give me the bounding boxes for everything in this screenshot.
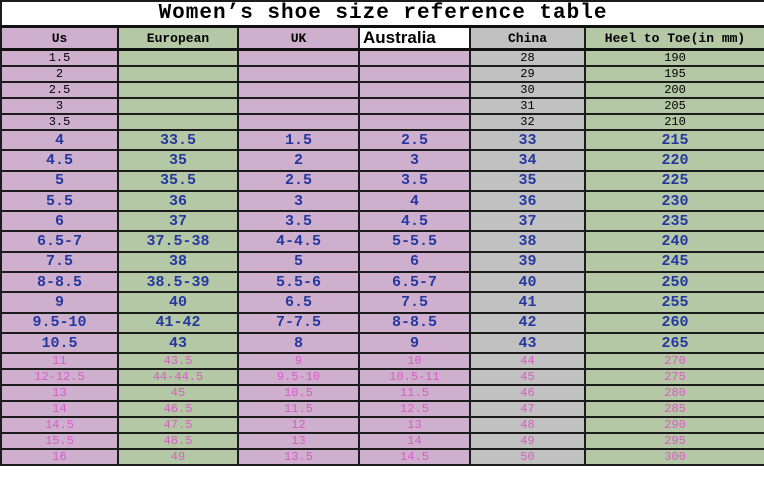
cell-uk: 7-7.5 (238, 313, 359, 333)
cell-european (118, 98, 238, 114)
table-row-large-sizes-magenta (1, 385, 764, 401)
cell-european: 41-42 (118, 313, 238, 333)
cell-australia: 3.5 (359, 171, 470, 191)
cell-china: 32 (470, 114, 585, 130)
cell-australia: 6.5-7 (359, 272, 470, 292)
cell-heel-to-toe-in-mm: 215 (585, 130, 764, 150)
cell-china: 34 (470, 150, 585, 170)
cell-australia: 4.5 (359, 211, 470, 231)
cell-australia: 2.5 (359, 130, 470, 150)
cell-china: 46 (470, 385, 585, 401)
table-row-large-sizes-magenta (1, 449, 764, 465)
cell-australia: 13 (359, 417, 470, 433)
cell-european: 35 (118, 150, 238, 170)
table-row-mid-sizes-blue (1, 150, 764, 170)
cell-european: 43 (118, 333, 238, 353)
cell-china: 49 (470, 433, 585, 449)
cell-australia: 10 (359, 353, 470, 369)
cell-us: 3 (1, 98, 118, 114)
cell-us: 2.5 (1, 82, 118, 98)
cell-us: 15.5 (1, 433, 118, 449)
cell-european: 47.5 (118, 417, 238, 433)
cell-us: 16 (1, 449, 118, 465)
cell-us: 14.5 (1, 417, 118, 433)
cell-uk: 10.5 (238, 385, 359, 401)
cell-china: 50 (470, 449, 585, 465)
column-header-australia: Australia (359, 27, 470, 50)
table-row-mid-sizes-blue (1, 272, 764, 292)
table-row-small-sizes-black (1, 82, 764, 98)
cell-heel-to-toe-in-mm: 280 (585, 385, 764, 401)
cell-australia: 12.5 (359, 401, 470, 417)
cell-australia: 10.5-11 (359, 369, 470, 385)
table-row-large-sizes-magenta (1, 401, 764, 417)
cell-uk: 3.5 (238, 211, 359, 231)
column-header-uk: UK (238, 27, 359, 50)
cell-us: 12-12.5 (1, 369, 118, 385)
cell-uk: 2 (238, 150, 359, 170)
cell-china: 30 (470, 82, 585, 98)
cell-australia: 3 (359, 150, 470, 170)
cell-uk: 5 (238, 252, 359, 272)
cell-uk: 5.5-6 (238, 272, 359, 292)
cell-heel-to-toe-in-mm: 270 (585, 353, 764, 369)
cell-uk: 9 (238, 353, 359, 369)
table-row-mid-sizes-blue (1, 211, 764, 231)
cell-uk: 6.5 (238, 292, 359, 312)
cell-heel-to-toe-in-mm: 290 (585, 417, 764, 433)
cell-european: 43.5 (118, 353, 238, 369)
cell-heel-to-toe-in-mm: 295 (585, 433, 764, 449)
table-row-small-sizes-black (1, 98, 764, 114)
cell-us: 5 (1, 171, 118, 191)
cell-european (118, 82, 238, 98)
cell-us: 7.5 (1, 252, 118, 272)
column-header-china: China (470, 27, 585, 50)
cell-australia: 14.5 (359, 449, 470, 465)
cell-us: 13 (1, 385, 118, 401)
table-row-mid-sizes-blue (1, 292, 764, 312)
cell-uk: 13.5 (238, 449, 359, 465)
cell-heel-to-toe-in-mm: 190 (585, 50, 764, 67)
cell-uk (238, 114, 359, 130)
table-row-large-sizes-magenta (1, 369, 764, 385)
cell-us: 9.5-10 (1, 313, 118, 333)
cell-european: 36 (118, 191, 238, 211)
cell-us: 6 (1, 211, 118, 231)
cell-european: 37.5-38 (118, 231, 238, 251)
cell-heel-to-toe-in-mm: 195 (585, 66, 764, 82)
cell-european: 38 (118, 252, 238, 272)
cell-us: 2 (1, 66, 118, 82)
cell-heel-to-toe-in-mm: 210 (585, 114, 764, 130)
cell-european: 48.5 (118, 433, 238, 449)
cell-european (118, 66, 238, 82)
cell-european: 49 (118, 449, 238, 465)
table-row-mid-sizes-blue (1, 130, 764, 150)
cell-us: 14 (1, 401, 118, 417)
cell-heel-to-toe-in-mm: 275 (585, 369, 764, 385)
table-row-small-sizes-black (1, 50, 764, 67)
cell-heel-to-toe-in-mm: 300 (585, 449, 764, 465)
cell-china: 33 (470, 130, 585, 150)
table-row-mid-sizes-blue (1, 333, 764, 353)
cell-uk (238, 82, 359, 98)
column-header-european: European (118, 27, 238, 50)
cell-australia (359, 50, 470, 67)
cell-china: 48 (470, 417, 585, 433)
cell-china: 37 (470, 211, 585, 231)
cell-china: 35 (470, 171, 585, 191)
cell-uk (238, 50, 359, 67)
cell-uk (238, 66, 359, 82)
cell-european: 37 (118, 211, 238, 231)
table-row-small-sizes-black (1, 114, 764, 130)
cell-heel-to-toe-in-mm: 205 (585, 98, 764, 114)
cell-heel-to-toe-in-mm: 200 (585, 82, 764, 98)
cell-uk: 4-4.5 (238, 231, 359, 251)
cell-australia (359, 82, 470, 98)
cell-heel-to-toe-in-mm: 285 (585, 401, 764, 417)
cell-us: 4.5 (1, 150, 118, 170)
column-header-us: Us (1, 27, 118, 50)
cell-australia: 4 (359, 191, 470, 211)
cell-heel-to-toe-in-mm: 255 (585, 292, 764, 312)
cell-china: 45 (470, 369, 585, 385)
table-row-mid-sizes-blue (1, 252, 764, 272)
cell-us: 6.5-7 (1, 231, 118, 251)
cell-uk: 13 (238, 433, 359, 449)
cell-european: 40 (118, 292, 238, 312)
cell-us: 4 (1, 130, 118, 150)
cell-china: 36 (470, 191, 585, 211)
cell-australia: 9 (359, 333, 470, 353)
column-header-heel-to-toe-in-mm: Heel to Toe(in mm) (585, 27, 764, 50)
cell-european: 45 (118, 385, 238, 401)
table-row-mid-sizes-blue (1, 191, 764, 211)
cell-european: 33.5 (118, 130, 238, 150)
cell-heel-to-toe-in-mm: 235 (585, 211, 764, 231)
cell-china: 43 (470, 333, 585, 353)
cell-australia (359, 114, 470, 130)
cell-heel-to-toe-in-mm: 245 (585, 252, 764, 272)
title-row (1, 1, 764, 27)
cell-australia (359, 66, 470, 82)
cell-us: 8-8.5 (1, 272, 118, 292)
cell-china: 29 (470, 66, 585, 82)
cell-us: 3.5 (1, 114, 118, 130)
cell-heel-to-toe-in-mm: 250 (585, 272, 764, 292)
cell-european: 46.5 (118, 401, 238, 417)
cell-heel-to-toe-in-mm: 220 (585, 150, 764, 170)
cell-australia: 8-8.5 (359, 313, 470, 333)
cell-uk: 8 (238, 333, 359, 353)
table-row-small-sizes-black (1, 66, 764, 82)
cell-australia: 6 (359, 252, 470, 272)
cell-uk: 9.5-10 (238, 369, 359, 385)
table-row-mid-sizes-blue (1, 171, 764, 191)
cell-australia (359, 98, 470, 114)
table-row-large-sizes-magenta (1, 433, 764, 449)
cell-china: 40 (470, 272, 585, 292)
cell-european (118, 114, 238, 130)
cell-uk: 11.5 (238, 401, 359, 417)
cell-australia: 11.5 (359, 385, 470, 401)
cell-uk: 1.5 (238, 130, 359, 150)
cell-uk: 3 (238, 191, 359, 211)
cell-us: 10.5 (1, 333, 118, 353)
cell-uk: 2.5 (238, 171, 359, 191)
table-row-large-sizes-magenta (1, 417, 764, 433)
cell-european: 38.5-39 (118, 272, 238, 292)
cell-australia: 14 (359, 433, 470, 449)
cell-china: 44 (470, 353, 585, 369)
cell-australia: 5-5.5 (359, 231, 470, 251)
cell-china: 41 (470, 292, 585, 312)
cell-european: 35.5 (118, 171, 238, 191)
cell-european: 44-44.5 (118, 369, 238, 385)
cell-us: 11 (1, 353, 118, 369)
cell-european (118, 50, 238, 67)
column-header-row (1, 27, 764, 50)
cell-heel-to-toe-in-mm: 230 (585, 191, 764, 211)
cell-china: 28 (470, 50, 585, 67)
cell-us: 9 (1, 292, 118, 312)
page-title: Women’s shoe size reference table (1, 1, 764, 27)
cell-heel-to-toe-in-mm: 225 (585, 171, 764, 191)
cell-heel-to-toe-in-mm: 265 (585, 333, 764, 353)
table-row-mid-sizes-blue (1, 313, 764, 333)
cell-heel-to-toe-in-mm: 240 (585, 231, 764, 251)
cell-uk (238, 98, 359, 114)
cell-us: 5.5 (1, 191, 118, 211)
cell-china: 31 (470, 98, 585, 114)
table-row-large-sizes-magenta (1, 353, 764, 369)
cell-us: 1.5 (1, 50, 118, 67)
cell-heel-to-toe-in-mm: 260 (585, 313, 764, 333)
cell-uk: 12 (238, 417, 359, 433)
cell-china: 47 (470, 401, 585, 417)
cell-china: 42 (470, 313, 585, 333)
table-row-mid-sizes-blue (1, 231, 764, 251)
cell-china: 39 (470, 252, 585, 272)
cell-china: 38 (470, 231, 585, 251)
cell-australia: 7.5 (359, 292, 470, 312)
